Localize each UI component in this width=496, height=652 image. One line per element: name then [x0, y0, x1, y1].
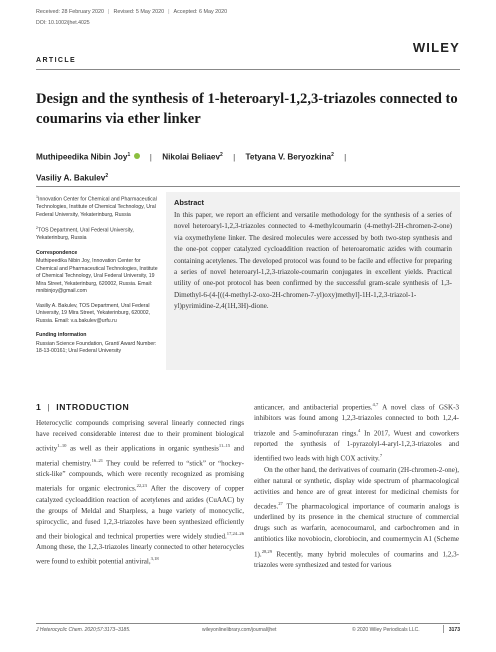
- header-divider: [36, 69, 460, 70]
- date-separator: |: [168, 9, 170, 15]
- body-text: as well as their applications in organic synthesis: [66, 444, 219, 453]
- body-text: The pharmacological importance of coumarin analogs is underlined by its presence in the chemical structure of commercial drugs such as warfarin, acenocoumarol, and carbochromen and in antibiotics like novobiocin, clorobiocin, and coumermycin A1 (Scheme 1).: [254, 502, 459, 558]
- author-list: [36, 146, 466, 187]
- page-number-divider: [443, 625, 444, 633]
- accepted-date: Accepted: 6 May 2020: [173, 9, 228, 15]
- body-text: Heterocyclic compounds comprising several linearly connected rings have received considerable interest due to their prominent biological activity: [36, 419, 244, 453]
- abstract-box: [166, 192, 460, 370]
- reference-citation[interactable]: 1–10: [57, 443, 67, 449]
- body-text: They could be referred to “stick” or “hockey-stick-like” compounds, which were recently recognized as promising materials for organic electronics.: [36, 459, 244, 493]
- body-text: A novel class of GSK-3 inhibitors was found among 1,2,3-triazoles connected to both 1,2,4-triazole and 5-aminofurazan rings.: [254, 403, 459, 437]
- affiliation-2: [36, 225, 158, 243]
- article-dates: [36, 9, 227, 15]
- doi[interactable]: DOI: 10.1002/jhet.4025: [36, 20, 90, 26]
- body-text: After the discovery of copper catalyzed cycloaddition reaction of acetylenes and azides (CuAAC) by the groups of Meldal and Sharpless, a huge variety of monocyclic, spirocyclic, and fused 1,2,3-triazoles have been synthesized efficiently and their biological and technical properties were widely studied.: [36, 484, 244, 541]
- reference-citation[interactable]: 11–15: [218, 443, 231, 449]
- abstract-heading: Abstract: [174, 198, 204, 207]
- authors-divider: [36, 186, 460, 187]
- body-text: In 2017, Wuest and coworkers reported the synthesis of 1-pyrazolyl-4-aryl-1,2,3-triazoles and identified two leads with high COX activity.: [254, 428, 459, 463]
- date-separator: |: [108, 9, 110, 15]
- body-text: Among these, the 1,2,3-triazoles linearly connected to other heterocycles were found to exhibit potential antiviral,: [36, 543, 244, 566]
- affiliation-marker: 2: [36, 226, 38, 231]
- reference-citation[interactable]: 16–21: [91, 457, 104, 463]
- correspondence-heading: Correspondence: [36, 249, 78, 256]
- copyright-notice: © 2020 Wiley Periodicals LLC.: [352, 627, 420, 633]
- section-title: INTRODUCTION: [56, 402, 130, 412]
- reference-citation[interactable]: 28,29: [261, 548, 273, 554]
- journal-website-link[interactable]: wileyonlinelibrary.com/journal/jhet: [202, 627, 277, 633]
- author-name[interactable]: Muthipeedika Nibin Joy: [36, 152, 128, 162]
- paper-title: Design and the synthesis of 1-heteroaryl-1,2,3-triazoles connected to coumarins via ether linker: [36, 91, 458, 127]
- body-text: and material chemistry.: [36, 444, 244, 467]
- journal-citation: J Heterocyclic Chem. 2020;57:3173–3185.: [36, 627, 131, 633]
- section-heading: [36, 402, 129, 412]
- body-column-right: [254, 399, 459, 571]
- abstract-text: In this paper, we report an efficient and versatile methodology for the synthesis of a series of novel heteroaryl-1,2,3-triazoles connected to 4-methylcoumarin (4-methyl-2H-chromen-2-one) via oxymethylene linker. The desired molecules were accessed by both two-step synthesis and the one-pot copper catalyzed cycloaddition reaction of heteroaromatic azides with coumarin containing acetylenes. The developed protocol was found to be facile and effective for preparing a series of novel heteroaryl-1,2,3-triazole-coumarin conjugates in excellent yields. Practical utility of one-pot protocol has been confirmed by the successful gram-scale synthesis of 1,3-Dimethyl-6-(4-[((4-methyl-2-oxo-2H-chromen-7-yl)oxy)methyl]-1H-1,2,3-triazol-1-yl)pyrimidine-2,4(1H,3H)-dione.: [174, 211, 452, 311]
- article-type-label: ARTICLE: [36, 57, 77, 64]
- author-affiliation-marker: 2: [331, 152, 334, 158]
- affiliation-text: TOS Department, Ural Federal University, Yekaterinburg, Russia: [36, 227, 134, 242]
- revised-date: Revised: 5 May 2020: [113, 9, 165, 15]
- body-paragraph: [254, 399, 459, 465]
- author-affiliation-marker: 2: [105, 172, 109, 179]
- author-separator: |: [233, 152, 236, 162]
- author-affiliation-marker: 1: [127, 152, 131, 158]
- author-name[interactable]: Tetyana V. Beryozkina: [245, 152, 332, 162]
- orcid-icon[interactable]: [134, 153, 140, 159]
- body-text: Recently, many hybrid molecules of coumarins and 1,2,3-triazoles were synthesized and tested for various: [254, 549, 459, 570]
- correspondence-contact: Muthipeedika Nibin Joy, Innovation Center for Chemical and Pharmaceutical Technologies, Institute of Chemical Technology, Ural Federal University, 19 Mira Street, Yekaterinburg, 620002, Russia. Email: mnibinjoy@gmail.com: [36, 258, 158, 295]
- correspondence-contact: Vasiliy A. Bakulev, TOS Department, Ural Federal University, 19 Mira Street, Yekaterinburg, 620002, Russia. Email: v.a.bakulev@urfu.ru: [36, 302, 151, 324]
- funding-information: [36, 332, 158, 356]
- affiliation-text: Innovation Center for Chemical and Pharmaceutical Technologies, Institute of Chemical Technology, Ural Federal University, Yekaterinburg, Russia: [36, 196, 157, 218]
- affiliation-1: [36, 194, 158, 219]
- author-separator: |: [344, 152, 347, 162]
- body-paragraph: [254, 465, 459, 572]
- received-date: Received: 28 February 2020: [36, 9, 105, 15]
- footer-divider: [36, 623, 460, 624]
- author-name[interactable]: Nikolai Beliaev: [162, 152, 221, 162]
- reference-citation[interactable]: 22,23: [136, 483, 147, 489]
- funding-text: Russian Science Foundation, Grant/ Award Number: 18-13-00161; Ural Federal University: [36, 340, 157, 355]
- reference-citation[interactable]: 4,7: [372, 402, 379, 407]
- author-separator: |: [149, 152, 152, 162]
- affiliation-marker: 1: [36, 195, 38, 199]
- body-paragraph: [36, 418, 244, 568]
- body-text: On the other hand, the derivatives of coumarin (2H-chromen-2-one), either natural or synthetic, display wide spectrum of pharmacological activities and hence are of great interest for medicinal chemists for decades.: [254, 465, 460, 511]
- reference-citation[interactable]: 27: [278, 500, 283, 506]
- body-text: anticancer, and antibacterial properties.: [254, 403, 373, 412]
- correspondence: [36, 250, 158, 326]
- reference-citation[interactable]: 17,24–26: [226, 530, 244, 536]
- body-column-left: [36, 418, 244, 568]
- section-separator: |: [47, 402, 51, 412]
- page-number: 3173: [448, 627, 460, 633]
- reference-citation[interactable]: 4: [357, 427, 361, 433]
- publisher-logo: WILEY: [412, 40, 460, 55]
- section-number: 1: [36, 402, 42, 412]
- reference-citation[interactable]: 7: [379, 453, 383, 459]
- funding-heading: Funding information: [36, 332, 87, 339]
- reference-citation[interactable]: 3,18: [150, 556, 159, 562]
- article-info-column: [36, 194, 158, 363]
- author-affiliation-marker: 2: [220, 152, 223, 158]
- author-name[interactable]: Vasiliy A. Bakulev: [36, 173, 106, 183]
